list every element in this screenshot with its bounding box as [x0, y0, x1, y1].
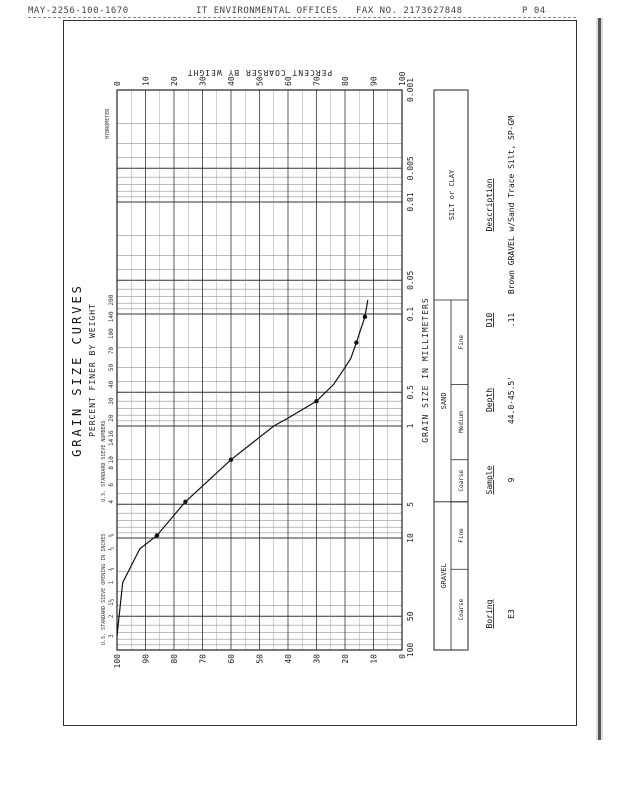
x-tick-label: 100	[406, 642, 415, 658]
y-right-tick-label: 30	[198, 76, 208, 86]
sample-table-cell: 9	[507, 477, 516, 483]
sieve-number-label: 200	[108, 294, 115, 306]
chart-labels	[70, 68, 430, 668]
classification-sub-label: Fine	[458, 528, 465, 543]
y-right-tick-label: 90	[369, 76, 379, 86]
sieve-number-label: 20	[108, 414, 115, 422]
y-left-tick-label: 80	[170, 654, 179, 664]
y-left-tick-label: 100	[113, 654, 122, 669]
y-left-tick-label: 60	[227, 654, 236, 664]
x-tick-label: 5	[406, 501, 415, 507]
hydrometer-label: HYDROMETER	[105, 108, 111, 139]
sample-table-cell: 44.0-45.5'	[507, 375, 516, 425]
sample-table-header: Depth	[485, 387, 494, 413]
sieve-number-label: 30	[108, 397, 115, 405]
grain-size-curve	[117, 300, 368, 636]
curve-line	[117, 300, 368, 636]
sieve-opening-label: ¾	[108, 567, 115, 572]
silt-clay-label: SILT or CLAY	[448, 169, 456, 221]
sample-table-cell: Brown GRAVEL w/Sand Trace Silt, SP-GM	[507, 115, 516, 295]
sample-table-cell: .11	[507, 312, 516, 328]
classification-sub-label: Coarse	[458, 598, 465, 621]
x-tick-label: 10	[406, 533, 415, 543]
y-axis-title-right: PERCENT COARSER BY WEIGHT	[186, 68, 333, 77]
fax-header-fax: FAX NO. 2173627848	[356, 6, 463, 16]
gravel-label: GRAVEL	[440, 563, 448, 589]
sieve-number-label: 100	[108, 328, 115, 340]
classification-sub-label: Coarse	[458, 469, 465, 492]
x-tick-label: 0.5	[406, 385, 415, 400]
x-tick-label: 1	[406, 423, 415, 429]
sieve-number-label: 140	[108, 311, 115, 323]
sieve-number-label: 8	[108, 465, 115, 470]
fax-header-left: MAY-2256-100-1670	[28, 6, 129, 16]
sieve-number-label: 10	[108, 456, 115, 464]
classification-sub-label: Medium	[458, 411, 465, 433]
x-tick-label: 0.05	[406, 270, 415, 290]
sieve-number-label: 50	[108, 363, 115, 372]
curve-point	[155, 533, 159, 537]
sample-table-header: D10	[485, 312, 494, 328]
sieve-number-label: 6	[108, 482, 115, 487]
y-left-tick-label: 90	[141, 654, 151, 664]
x-axis-title: GRAIN SIZE IN MILLIMETERS	[421, 297, 430, 443]
curve-point	[314, 399, 318, 403]
y-right-tick-label: 10	[141, 76, 151, 86]
sieve-opening-label: 2	[108, 614, 115, 619]
sand-label: SAND	[440, 392, 448, 410]
y-left-tick-label: 20	[341, 654, 350, 664]
sieve-opening-label: ½	[108, 547, 115, 551]
sieve-number-label: 70	[108, 346, 115, 355]
y-right-tick-label: 40	[227, 76, 236, 86]
sample-table-cell: E3	[507, 609, 516, 619]
sieve-number-title: U.S. STANDARD SIEVE NUMBERS	[101, 420, 107, 502]
x-tick-label: 50	[406, 611, 415, 622]
y-axis-title-left: PERCENT FINER BY WEIGHT	[88, 303, 97, 437]
chart-grid	[117, 90, 402, 650]
y-left-tick-label: 40	[284, 654, 293, 664]
y-right-tick-label: 20	[170, 76, 179, 86]
sieve-opening-label: ⅜	[108, 533, 115, 538]
y-right-tick-label: 70	[312, 76, 322, 86]
sieve-opening-label: 1½	[108, 598, 115, 606]
sieve-number-label: 14	[108, 438, 115, 446]
sample-table-header: Sample	[485, 465, 494, 495]
x-tick-label: 0.01	[406, 192, 415, 212]
classification-table	[434, 90, 516, 650]
curve-point	[229, 458, 233, 462]
sieve-number-label: 40	[108, 380, 115, 388]
fax-header-page: P 04	[522, 6, 546, 16]
x-tick-label: 0.001	[406, 77, 415, 103]
y-left-tick-label: 10	[369, 654, 379, 664]
sieve-number-label: 4	[108, 499, 115, 504]
y-right-tick-label: 80	[341, 76, 350, 86]
curve-point	[363, 315, 367, 319]
sieve-number-label: 16	[108, 430, 115, 438]
y-left-tick-label: 70	[198, 654, 208, 664]
chart-title: GRAIN SIZE CURVES	[70, 283, 84, 457]
y-left-tick-label: 0	[398, 654, 407, 659]
sample-table-header: Description	[485, 178, 494, 232]
fax-header-center: IT ENVIRONMENTAL OFFICES	[196, 6, 339, 16]
y-right-tick-label: 100	[398, 71, 407, 86]
x-tick-label: 0.005	[406, 156, 415, 181]
y-left-tick-label: 30	[312, 654, 322, 664]
sieve-opening-label: 1	[108, 580, 115, 585]
sample-table-header: Boring	[485, 599, 494, 629]
y-left-tick-label: 50	[255, 654, 265, 664]
y-right-tick-label: 0	[113, 81, 122, 86]
y-right-tick-label: 60	[284, 76, 293, 86]
y-right-tick-label: 50	[255, 76, 265, 86]
classification-sub-label: Fine	[458, 334, 465, 350]
x-tick-label: 0.1	[406, 306, 415, 322]
sieve-opening-label: 3	[108, 634, 115, 638]
sieve-opening-title: U.S. STANDARD SIEVE OPENING IN INCHES	[101, 533, 107, 645]
curve-point	[183, 500, 187, 504]
curve-point	[354, 340, 358, 344]
